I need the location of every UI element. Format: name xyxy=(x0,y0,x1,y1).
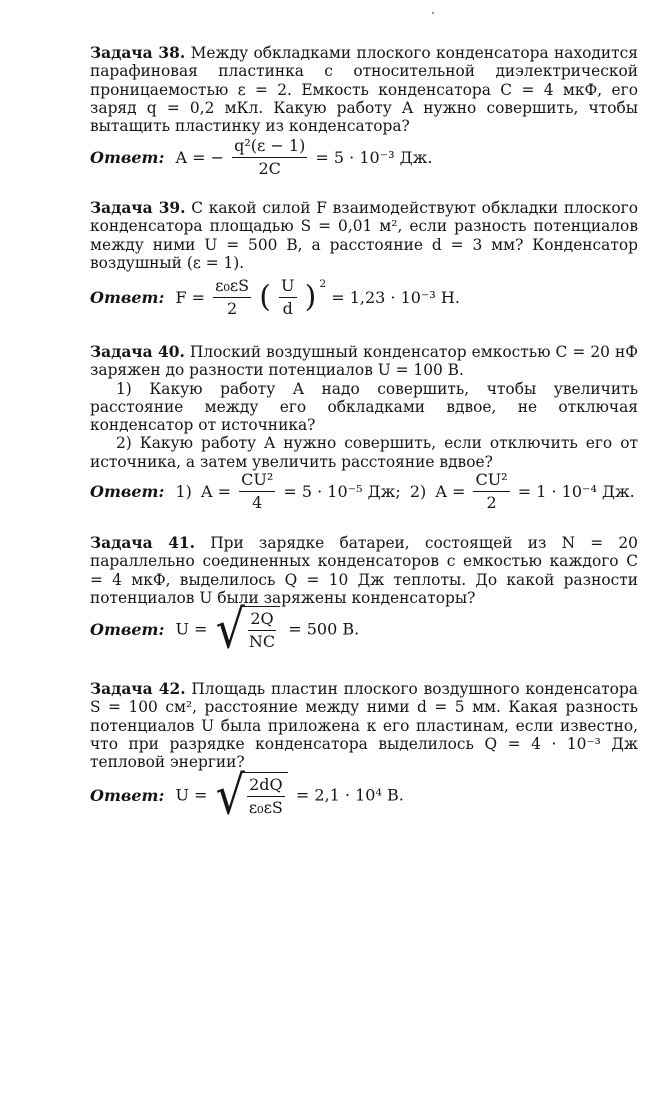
radical-sign-icon: √ xyxy=(215,597,245,661)
answer-40 xyxy=(90,470,650,530)
answer-42-label: Ответ: xyxy=(90,785,165,805)
answer-38-lhs: A = − xyxy=(175,148,225,167)
answer-39-label: Ответ: xyxy=(90,288,165,307)
answer-41-numerator: 2Q xyxy=(248,609,275,631)
answer-40-numerator-1: CU² xyxy=(239,470,275,492)
answer-42 xyxy=(90,763,650,832)
problem-41-body: При зарядке батареи, состоящей из N = 20 параллельно соединенных конденсаторов с емкостью каждого C = 4 мкФ, выделилось Q = 10 Дж теплоты. До какой разности потенциалов U были заряжены конденсаторы? xyxy=(90,534,638,607)
answer-40-numerator-2: CU² xyxy=(473,470,509,492)
problem-39-title: Задача 39. xyxy=(90,199,186,217)
answer-38-label: Ответ: xyxy=(90,148,165,167)
answer-41-result: = 500 В. xyxy=(288,619,360,639)
answer-39-left-paren: ( xyxy=(259,279,271,315)
problem-41 xyxy=(90,534,638,607)
answer-40-denominator-1: 4 xyxy=(252,493,263,512)
answer-42-sqrt xyxy=(215,763,288,827)
answer-39-result: = 1,23 · 10⁻³ Н. xyxy=(331,288,460,307)
answer-42-result: = 2,1 · 10⁴ В. xyxy=(295,785,404,805)
problem-42-body: Площадь пластин плоского воздушного конденсатора S = 100 см², расстояние между ними d = 5 мм. Какая разность потенциалов U была приложена к его пластинам, если известно, что при разрядке конденсатора выделилось Q = 4 · 10⁻³ Дж тепловой энергии? xyxy=(90,680,638,772)
answer-41-fraction xyxy=(247,609,277,652)
answer-41-denominator: NC xyxy=(248,632,276,651)
answer-39-power: 2 xyxy=(319,277,327,290)
answer-41-label: Ответ: xyxy=(90,619,165,639)
answer-39-inner-fraction xyxy=(279,276,296,319)
answer-40-fraction-2 xyxy=(473,470,509,513)
answer-39 xyxy=(90,276,650,336)
answer-40-result-2: = 1 · 10⁻⁴ Дж. xyxy=(517,482,635,501)
problem-38-text xyxy=(90,44,638,135)
answer-40-result-1: = 5 · 10⁻⁵ Дж; xyxy=(283,482,401,501)
answer-41-lhs: U = xyxy=(175,619,208,639)
answer-39-lhs: F = xyxy=(175,288,206,307)
problem-38 xyxy=(90,44,638,135)
problem-41-text xyxy=(90,534,638,607)
problem-40-part-2: 2) Какую работу A нужно совершить, если отключить его от источника, а затем увеличить расстояние вдвое? xyxy=(90,434,638,471)
problem-40 xyxy=(90,343,638,471)
answer-38 xyxy=(90,136,650,196)
scan-speck xyxy=(432,12,434,14)
answer-40-label: Ответ: xyxy=(90,482,165,501)
problem-38-title: Задача 38. xyxy=(90,44,186,62)
problem-40-text xyxy=(90,343,638,380)
answer-39-numerator: ε₀εS xyxy=(213,276,251,298)
answer-40-part-2-label: 2) xyxy=(409,482,427,501)
problem-40-body: Плоский воздушный конденсатор емкостью C = 20 нФ заряжен до разности потенциалов U = 100 В. xyxy=(90,343,638,380)
answer-42-denominator: ε₀εS xyxy=(248,798,283,817)
answer-39-right-paren: ) xyxy=(304,279,317,315)
answer-38-fraction xyxy=(232,136,307,179)
answer-40-lhs-2: A = xyxy=(435,482,466,501)
problem-39-text xyxy=(90,199,638,272)
answer-42-lhs: U = xyxy=(175,785,208,805)
problem-42 xyxy=(90,680,638,771)
problem-41-title: Задача 41. xyxy=(90,534,195,552)
answer-40-denominator-2: 2 xyxy=(486,493,497,512)
problem-40-title: Задача 40. xyxy=(90,343,185,361)
answer-39-inner-denominator: d xyxy=(282,299,293,318)
answer-42-numerator: 2dQ xyxy=(247,775,285,797)
answer-40-lhs-1: A = xyxy=(201,482,232,501)
problem-42-title: Задача 42. xyxy=(90,680,186,698)
answer-41-sqrt xyxy=(215,597,281,661)
answer-41 xyxy=(90,597,650,666)
answer-38-denominator: 2C xyxy=(258,159,281,178)
problem-42-text xyxy=(90,680,638,771)
answer-38-numerator: q²(ε − 1) xyxy=(232,136,307,158)
answer-40-fraction-1 xyxy=(239,470,275,513)
answer-42-fraction xyxy=(247,775,285,818)
answer-38-result: = 5 · 10⁻³ Дж. xyxy=(315,148,433,167)
answer-42-radicand xyxy=(244,772,288,818)
answer-39-denominator: 2 xyxy=(227,299,238,318)
answer-40-part-1-label: 1) xyxy=(175,482,192,501)
answer-39-inner-numerator: U xyxy=(279,276,296,298)
answer-41-radicand xyxy=(244,606,280,652)
answer-39-fraction xyxy=(213,276,251,319)
problem-39-body: С какой силой F взаимодействуют обкладки плоского конденсатора площадью S = 0,01 м², если разность потенциалов между ними U = 500 В, а расстояние d = 3 мм? Конденсатор воздушный (ε = 1). xyxy=(90,199,638,272)
problem-39 xyxy=(90,199,638,272)
problem-40-part-1: 1) Какую работу A надо совершить, чтобы увеличить расстояние между его обкладками вдвое, не отключая конденсатор от источника? xyxy=(90,379,638,435)
radical-sign-icon: √ xyxy=(215,763,245,827)
problem-38-body: Между обкладками плоского конденсатора находится парафиновая пластинка с относительной диэлектрической проницаемостью ε = 2. Емкость конденсатора C = 4 мкФ, его заряд q = 0,2 мКл. Какую работу A нужно совершить, чтобы вытащить пластинку из конденсатора? xyxy=(90,44,638,136)
